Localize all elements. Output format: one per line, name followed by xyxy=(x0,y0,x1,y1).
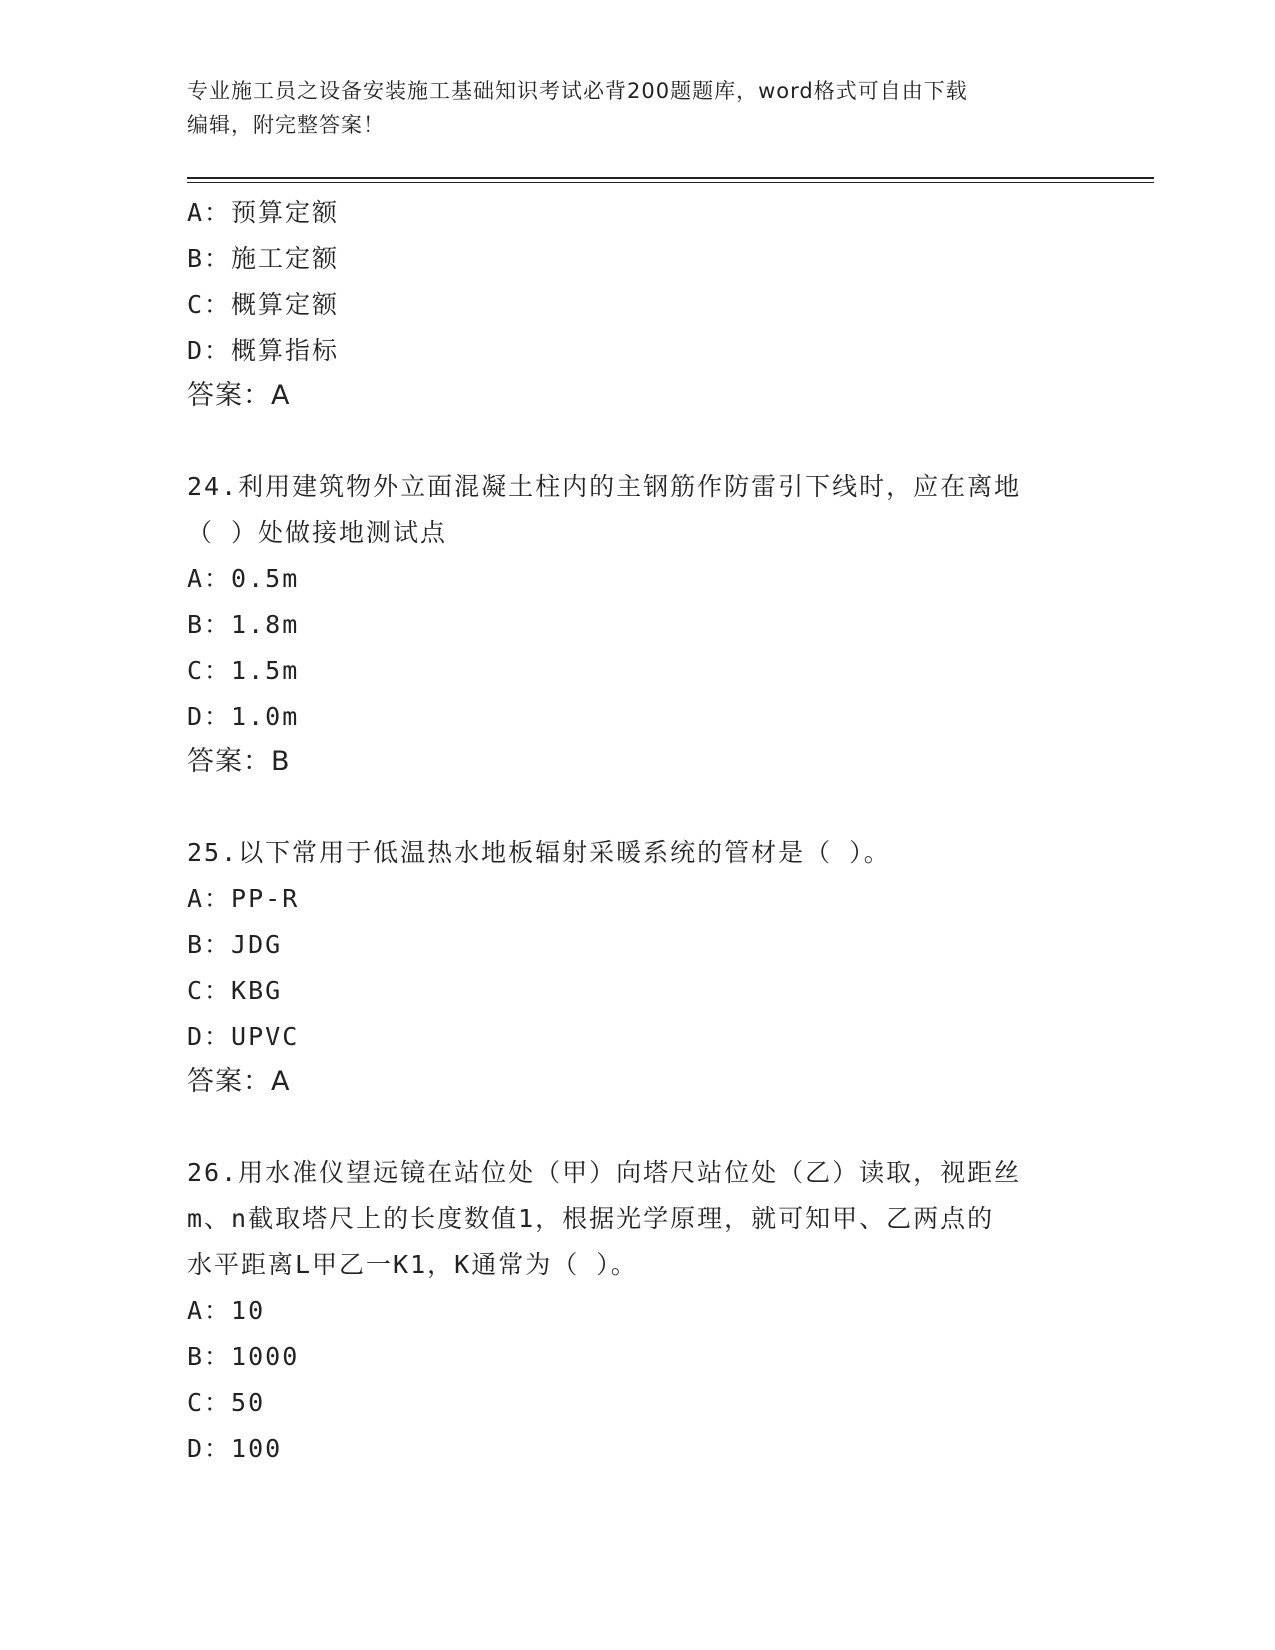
question-stem-line-2: m、n截取塔尺上的长度数值1，根据光学原理，就可知甲、乙两点的 xyxy=(187,1204,995,1233)
question-23 xyxy=(187,190,1087,418)
answer-line: 答案：B xyxy=(187,746,291,777)
option-c: C：概算定额 xyxy=(187,290,340,319)
option-a: A：PP-R xyxy=(187,884,300,913)
answer-line: 答案：A xyxy=(187,1066,291,1097)
option-c: C：50 xyxy=(187,1388,266,1417)
header-divider-thin xyxy=(187,182,1154,183)
option-a: A：10 xyxy=(187,1296,266,1325)
option-a: A：预算定额 xyxy=(187,198,340,227)
question-25 xyxy=(187,830,1087,1104)
option-d: D：UPVC xyxy=(187,1022,300,1051)
question-stem-line-1: 25.以下常用于低温热水地板辐射采暖系统的管材是（ ）。 xyxy=(187,838,891,867)
header-divider-thick xyxy=(187,177,1154,179)
header-title-line-2: 编辑，附完整答案！ xyxy=(187,113,385,137)
option-d: D：100 xyxy=(187,1434,283,1463)
question-24 xyxy=(187,464,1087,784)
question-stem-line-1: 26.用水准仪望远镜在站位处（甲）向塔尺站位处（乙）读取，视距丝 xyxy=(187,1158,1022,1187)
header-title-line-1: 专业施工员之设备安装施工基础知识考试必背200题题库，word格式可自由下载 xyxy=(187,79,968,103)
option-c: C：KBG xyxy=(187,976,283,1005)
option-b: B：1000 xyxy=(187,1342,300,1371)
question-list xyxy=(187,190,1087,1472)
question-stem-line-2: （ ）处做接地测试点 xyxy=(187,518,448,547)
option-b: B：施工定额 xyxy=(187,244,340,273)
question-26 xyxy=(187,1150,1087,1472)
option-c: C：1.5m xyxy=(187,656,300,685)
option-a: A：0.5m xyxy=(187,564,300,593)
option-d: D：概算指标 xyxy=(187,336,340,365)
answer-line: 答案：A xyxy=(187,380,291,411)
question-stem-line-1: 24.利用建筑物外立面混凝土柱内的主钢筋作防雷引下线时，应在离地 xyxy=(187,472,1022,501)
question-stem-line-3: 水平距离L甲乙一K1，K通常为（ ）。 xyxy=(187,1250,638,1279)
option-b: B：JDG xyxy=(187,930,283,959)
option-d: D：1.0m xyxy=(187,702,300,731)
page-header xyxy=(187,74,1067,142)
option-b: B：1.8m xyxy=(187,610,300,639)
